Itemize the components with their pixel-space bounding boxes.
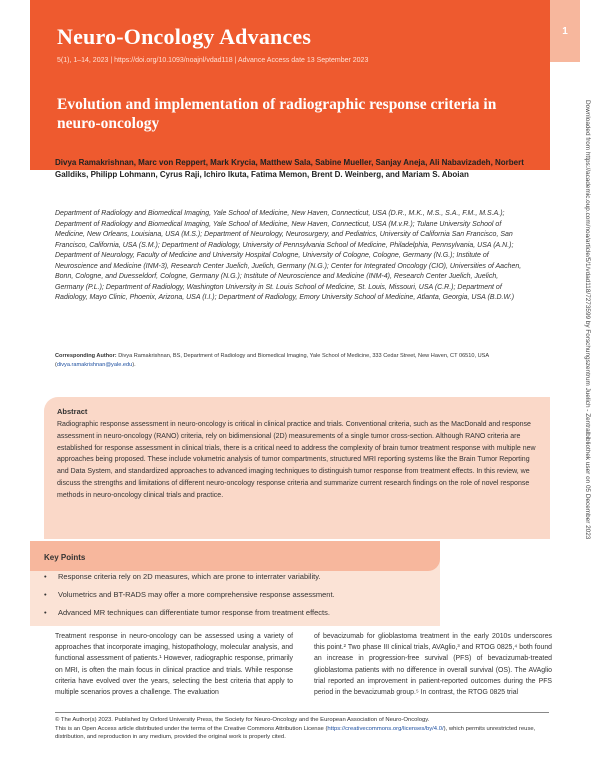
key-point-item (44, 568, 434, 586)
download-watermark: Downloaded from https://academic.oup.com/noa/article/5/1/vdad118/7273599 by Forschungszentrum Juelich - Zentralbibliothek user on 05 December 2023 (584, 100, 591, 540)
body-column-left: Treatment response in neuro-oncology can be assessed using a variety of approaches that incorporate imaging, histopathology, molecular analysis, and functional assessment of patients.¹ However, radiographic response, primarily on MRI, is often the main focus in clinical practice and trials. While response criteria have evolved over the years, selecting the best criteria that apply to multiple scenarios proves a challenge. The evaluation (55, 633, 293, 697)
citation-meta: 5(1), 1–14, 2023 | https://doi.org/10.1093/noajnl/vdad118 | Advance Access date 13 September 2023 (57, 57, 369, 64)
corresponding-text: Divya Ramakrishnan, BS, Department of Radiology and Biomedical Imaging, Yale School of Medicine, 333 Cedar Street, New Haven, CT 06510, USA ( (55, 353, 489, 368)
copyright-line: © The Author(s) 2023. Published by Oxford University Press, the Society for Neuro-Oncology and the European Association of Neuro-Oncology. (55, 717, 430, 723)
journal-name: Neuro-Oncology Advances (57, 24, 312, 49)
bullet: • (44, 590, 47, 599)
key-point-text: Volumetrics and BT-RADS may offer a more comprehensive response assessment. (58, 590, 335, 599)
key-point-text: Response criteria rely on 2D measures, which are prone to interrater variability. (58, 572, 321, 581)
affiliations: Department of Radiology and Biomedical Imaging, Yale School of Medicine, New Haven, Connecticut, USA (D.R., M.K., M.S., S.A., F.M., M.S.A.); Department of Radiology and Biomedical Imaging, Yale School of Medicine, New Haven, Connecticut, USA (M.v.R.); Tulane University School of Medicine, New Orleans, Louisiana, USA (M.S.); Department of Neurology, Neurosurgery, and Pediatrics, University of California San Francisco, San Francisco, California, USA (S.M.); Department of Radiology, University of Pennsylvania School of Medicine, Philadelphia, Pennsylvania, USA (A.N.); Department of Neurology, Faculty of Medicine and University Hospital Cologne, University of Cologne, Cologne, Germany (N.G.); Institute of Neuroscience and Medicine (INM-3), Research Center Juelich, Juelich, Germany (N.G.); Center for Integrated Oncology (CIO), Universities of Aachen, Bonn, Cologne, and Duesseldorf, Cologne, Germany (N.G.); Institute of Neuroscience and Medicine (INM-4), Research Center Juelich, Juelich, Germany (P.L.); Department of Radiology, Washington University in St. Louis School of Medicine, St. Louis, Missouri, USA (C.R.); Department of Radiology, Mayo Clinic, Phoenix, Arizona, USA (I.I.); Department of Radiology, Emory University School of Medicine, Atlanta, Georgia, USA (B.D.W.) (55, 210, 522, 301)
abstract-text: Radiographic response assessment in neuro-oncology is critical in clinical practice and trials. Conventional criteria, such as the MacDonald and response assessment in neuro-oncology (RANO) criteria, rely on bidimensional (2D) measurements of a single tumor cross-section. Although RANO criteria are established for response assessment in clinical trials, there is a critical need to address the complexity of brain tumor treatment response with multiple new approaches being proposed. These include volumetric analysis of tumor compartments, structured MRI reporting systems like the Brain Tumor Reporting and Data System, and standardized approaches to advanced imaging techniques to distinguish tumor response from treatment effects. In this review, we discuss the strengths and limitations of different neuro-oncology response criteria and summarize current research findings on the role of novel response methods in neuro-oncology clinical trials and practice. (57, 421, 536, 499)
page-number: 1 (562, 25, 568, 37)
bullet: • (44, 608, 47, 617)
author-list: Divya Ramakrishnan, Marc von Reppert, Mark Krycia, Matthew Sala, Sabine Mueller, Sanjay Aneja, Ali Nabavizadeh, Norbert Galldiks, Philipp Lohmann, Cyrus Raji, Ichiro Ikuta, Fatima Memon, Brent D. Weinberg, and Mariam S. Aboian (55, 158, 524, 179)
copyright-footer (55, 716, 549, 742)
license-link[interactable]: https://creativecommons.org/licenses/by/4.0/ (327, 725, 444, 732)
bullet: • (44, 572, 47, 581)
license-text: This is an Open Access article distributed under the terms of the Creative Commons Attribution License ( (55, 725, 328, 732)
key-point-text: Advanced MR techniques can differentiate tumor response from treatment effects. (58, 608, 330, 617)
key-points-header-band (30, 541, 440, 571)
key-points-list (44, 568, 434, 622)
abstract-box (44, 397, 550, 539)
license-text-end: ), which permits unrestricted reuse, distribution, and reproduction in any medium, provided the original work is properly cited. (55, 725, 536, 741)
journal-header-banner (30, 0, 550, 170)
key-point-item (44, 604, 434, 622)
corresponding-email-link[interactable]: divya.ramakrishnan@yale.edu (56, 362, 133, 368)
key-point-item (44, 586, 434, 604)
corresponding-close: ). (132, 362, 136, 368)
corresponding-label: Corresponding Author: (55, 353, 117, 359)
footer-divider (55, 712, 549, 713)
key-points-heading: Key Points (44, 553, 86, 562)
abstract-heading: Abstract (57, 407, 88, 416)
corresponding-author (55, 352, 525, 370)
article-title: Evolution and implementation of radiographic response criteria in neuro-oncology (57, 96, 497, 132)
page-number-tab (550, 0, 580, 62)
body-column-right: of bevacizumab for glioblastoma treatment in the early 2010s underscores this point.² Two phase III clinical trials, AVAglio,³ and RTOG 0825,⁴ both found an increase in progression-free survival (PFS) of bevacizumab-treated glioblastoma patients with no difference in overall survival (OS). The AVAglio trial reported an improvement in patient-reported outcomes during the PFS period in the bevacizumab group.⁵ In contrast, the RTOG 0825 trial (314, 633, 552, 697)
